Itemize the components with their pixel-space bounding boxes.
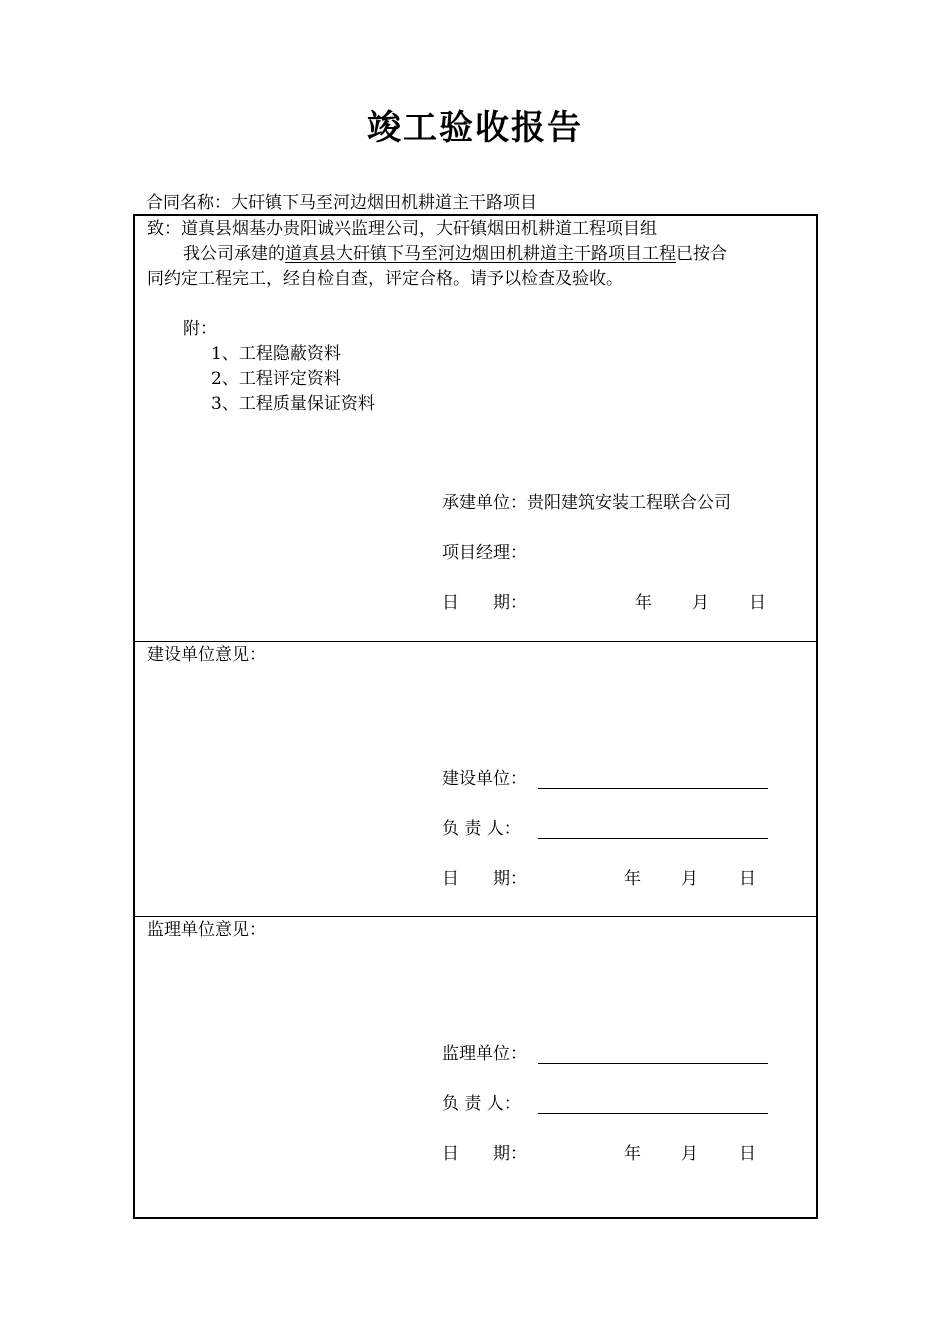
- month-label: 月: [692, 593, 709, 613]
- year-label: 年: [624, 1144, 641, 1164]
- page-title: 竣工验收报告: [367, 108, 583, 148]
- owner-opinion-heading: 建设单位意见：: [147, 645, 266, 665]
- project-manager-label: 项目经理：: [442, 543, 527, 563]
- contractor-section: [135, 216, 816, 642]
- day-label: 日: [749, 593, 766, 613]
- day-label: 日: [739, 869, 756, 889]
- supervisor-person-blank: [538, 1113, 768, 1114]
- year-label: 年: [635, 593, 652, 613]
- attachments-label: 附：: [183, 319, 217, 339]
- owner-opinion-section: [135, 642, 816, 917]
- report-form: [133, 214, 818, 1219]
- attachment-item: 2、工程评定资料: [211, 369, 341, 389]
- attachment-item: 3、工程质量保证资料: [211, 394, 375, 414]
- owner-unit-label: 建设单位：: [442, 769, 527, 789]
- contract-name: 合同名称：大矸镇下马至河边烟田机耕道主干路项目: [146, 193, 537, 213]
- supervisor-opinion-heading: 监理单位意见：: [147, 920, 266, 940]
- body-line-2: 同约定工程完工，经自检自查，评定合格。请予以检查及验收。: [147, 269, 623, 289]
- addressee-line: 致：道真县烟基办贵阳诚兴监理公司，大矸镇烟田机耕道工程项目组: [147, 219, 657, 239]
- project-name: 道真县大矸镇下马至河边烟田机耕道主干路项目工程: [285, 244, 676, 264]
- contractor-unit: 承建单位：贵阳建筑安装工程联合公司: [442, 493, 731, 513]
- body-prefix: 我公司承建的: [183, 244, 285, 264]
- supervisor-person-label: 负 责 人：: [442, 1094, 521, 1114]
- owner-person-blank: [538, 838, 768, 839]
- supervisor-opinion-section: [135, 917, 816, 1217]
- month-label: 月: [681, 869, 698, 889]
- owner-unit-blank: [538, 788, 768, 789]
- year-label: 年: [624, 869, 641, 889]
- supervisor-unit-blank: [538, 1063, 768, 1064]
- body-line-1: [183, 243, 727, 265]
- month-label: 月: [681, 1144, 698, 1164]
- owner-person-label: 负 责 人：: [442, 819, 521, 839]
- date-label: 日 期：: [442, 869, 527, 889]
- supervisor-unit-label: 监理单位：: [442, 1044, 527, 1064]
- attachment-item: 1、工程隐蔽资料: [211, 344, 341, 364]
- body-suffix: 已按合: [676, 244, 727, 264]
- day-label: 日: [739, 1144, 756, 1164]
- date-label: 日 期：: [442, 593, 527, 613]
- date-label: 日 期：: [442, 1144, 527, 1164]
